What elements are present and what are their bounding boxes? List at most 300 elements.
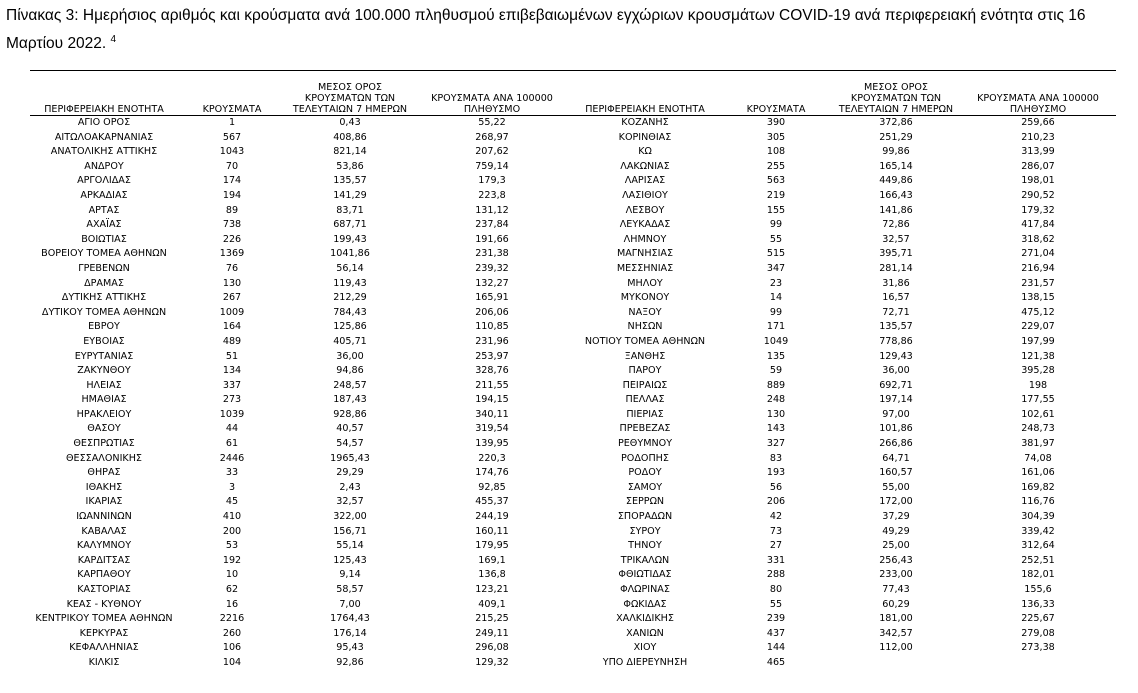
cell-per100k: 381,97 [1021, 438, 1055, 450]
cell-region: ΔΥΤΙΚΗΣ ΑΤΤΙΚΗΣ [61, 292, 147, 304]
cell-avg7: 141,29 [333, 189, 367, 201]
cell-cases: 337 [222, 379, 242, 391]
cell-avg7: 95,43 [336, 642, 364, 654]
cell-cases: 130 [766, 408, 786, 420]
cell-cases: 23 [769, 277, 783, 289]
cell-avg7: 29,29 [336, 467, 364, 479]
cell-cases: 1009 [219, 306, 245, 318]
cell-cases: 567 [222, 131, 242, 143]
cell-region: ΕΥΒΟΙΑΣ [83, 335, 125, 347]
cell-per100k: 182,01 [1021, 569, 1055, 581]
cell-region: ΕΥΡΥΤΑΝΙΑΣ [74, 350, 134, 362]
cell-per100k: 74,08 [1024, 452, 1052, 464]
cell-region: ΠΙΕΡΙΑΣ [626, 408, 664, 420]
cell-avg7: 692,71 [879, 379, 913, 391]
cell-region: ΦΛΩΡΙΝΑΣ [620, 584, 670, 595]
cell-region: ΚΑΒΑΛΑΣ [81, 525, 127, 537]
table-row [30, 510, 1116, 525]
cell-avg7: 25,00 [882, 540, 910, 552]
cell-cases: 1039 [219, 408, 245, 420]
cell-per100k: 296,08 [475, 642, 509, 654]
cell-cases: 61 [225, 438, 239, 450]
cell-avg7: 1041,86 [330, 248, 370, 260]
cell-avg7: 54,57 [336, 438, 364, 450]
cell-cases: 99 [769, 306, 783, 318]
cell-cases: 106 [222, 642, 242, 654]
cell-region: ΥΠΟ ΔΙΕΡΕΥΝΗΣΗ [602, 656, 688, 668]
table-row [30, 554, 1116, 569]
table-row [30, 481, 1116, 496]
cell-per100k: 237,84 [475, 219, 509, 231]
table-row [30, 393, 1116, 408]
cell-region: ΚΕΝΤΡΙΚΟΥ ΤΟΜΕΑ ΑΘΗΝΩΝ [35, 613, 173, 625]
cell-cases: 55 [769, 598, 783, 610]
cell-avg7: 125,86 [333, 321, 367, 333]
cell-per100k: 211,55 [475, 379, 509, 391]
cell-cases: 515 [766, 248, 786, 260]
cell-region: ΡΟΔΟΠΗΣ [621, 452, 669, 464]
table-row [30, 189, 1116, 204]
footnote-marker: 4 [110, 34, 117, 45]
cell-region: ΔΡΑΜΑΣ [84, 277, 124, 289]
cell-cases: 2446 [219, 452, 245, 464]
cell-region: ΡΕΘΥΜΝΟΥ [617, 438, 673, 450]
cell-per100k: 759,14 [475, 160, 509, 172]
table-row [30, 218, 1116, 233]
cell-per100k: 259,66 [1021, 117, 1055, 128]
cell-avg7: 199,43 [333, 233, 367, 245]
table-row [30, 612, 1116, 627]
cell-cases: 489 [222, 335, 242, 347]
cell-avg7: 212,29 [333, 292, 367, 304]
cell-per100k: 131,12 [475, 204, 509, 216]
cell-avg7: 322,00 [333, 511, 367, 523]
cell-cases: 56 [769, 481, 783, 493]
cell-cases: 219 [766, 189, 786, 201]
cell-region: ΙΘΑΚΗΣ [85, 481, 123, 493]
cell-per100k: 155,6 [1024, 584, 1052, 595]
cell-region: ΚΟΖΑΝΗΣ [621, 117, 669, 128]
cell-per100k: 229,07 [1021, 321, 1055, 333]
cell-avg7: 7,00 [339, 598, 361, 610]
table-row [30, 598, 1116, 613]
cell-cases: 889 [766, 379, 786, 391]
cell-per100k: 249,11 [475, 627, 509, 639]
cell-cases: 164 [222, 321, 242, 333]
cell-region: ΚΑΛΥΜΝΟΥ [76, 540, 132, 552]
cell-cases: 255 [766, 160, 786, 172]
table-row [30, 452, 1116, 467]
cell-region: ΝΑΞΟΥ [628, 306, 662, 318]
cell-cases: 135 [766, 350, 786, 362]
cell-cases: 267 [222, 292, 242, 304]
cell-cases: 83 [769, 452, 783, 464]
cell-cases: 465 [766, 656, 786, 668]
cell-region: ΚΙΛΚΙΣ [88, 656, 120, 668]
cell-cases: 260 [222, 627, 242, 639]
cell-per100k: 123,21 [475, 584, 509, 595]
cell-per100k: 225,67 [1021, 613, 1055, 625]
cell-cases: 33 [225, 467, 239, 479]
cell-cases: 192 [222, 554, 242, 566]
cell-cases: 239 [766, 613, 786, 625]
cell-per100k: 253,97 [475, 350, 509, 362]
cell-avg7: 9,14 [339, 569, 361, 581]
cell-region: ΛΗΜΝΟΥ [623, 233, 667, 245]
table-row [30, 364, 1116, 379]
cell-avg7: 72,71 [882, 306, 910, 318]
cell-cases: 144 [766, 642, 786, 654]
cell-cases: 143 [766, 423, 786, 435]
cell-avg7: 125,43 [333, 554, 367, 566]
cell-region: ΚΩ [638, 146, 652, 158]
cell-per100k: 215,25 [475, 613, 509, 625]
cell-cases: 347 [766, 262, 786, 274]
cell-avg7: 172,00 [879, 496, 913, 508]
cell-avg7: 160,57 [879, 467, 913, 479]
cell-region: ΤΗΝΟΥ [628, 540, 662, 552]
cell-cases: 53 [225, 540, 239, 552]
cell-avg7: 56,14 [336, 262, 364, 274]
cell-region: ΘΑΣΟΥ [87, 423, 121, 435]
cell-avg7: 372,86 [879, 117, 913, 128]
cell-per100k: 312,64 [1021, 540, 1055, 552]
cases-table [30, 70, 1116, 671]
table-row [30, 204, 1116, 219]
cell-region: ΛΑΚΩΝΙΑΣ [620, 160, 670, 172]
cell-per100k: 395,28 [1021, 365, 1055, 377]
cell-avg7: 405,71 [333, 335, 367, 347]
cell-region: ΑΧΑΪΑΣ [86, 219, 122, 231]
cell-region: ΚΑΡΔΙΤΣΑΣ [77, 554, 131, 566]
cell-per100k: 197,99 [1021, 335, 1055, 347]
cell-region: ΕΒΡΟΥ [88, 321, 120, 333]
cell-region: ΒΟΙΩΤΙΑΣ [81, 233, 127, 245]
cell-cases: 59 [769, 365, 783, 377]
cell-per100k: 174,76 [475, 467, 509, 479]
cell-per100k: 206,06 [475, 306, 509, 318]
cell-avg7: 1764,43 [330, 613, 370, 625]
cell-cases: 16 [225, 598, 239, 610]
cell-per100k: 273,38 [1021, 642, 1055, 654]
cell-per100k: 102,61 [1021, 408, 1055, 420]
cell-per100k: 409,1 [478, 598, 506, 610]
cell-cases: 1049 [763, 335, 789, 347]
header-region: ΠΕΡΙΦΕΡΕΙΑΚΗ ΕΝΟΤΗΤΑ [570, 71, 720, 116]
table-row [30, 466, 1116, 481]
cell-per100k: 139,95 [475, 438, 509, 450]
cell-avg7: 58,57 [336, 584, 364, 595]
cell-avg7: 166,43 [879, 189, 913, 201]
cell-per100k: 216,94 [1021, 262, 1055, 274]
cell-region: ΧΑΝΙΩΝ [626, 627, 664, 639]
cell-region: ΑΝΔΡΟΥ [84, 160, 124, 172]
cell-cases: 563 [766, 175, 786, 187]
table-row [30, 656, 1116, 671]
cell-avg7: 40,57 [336, 423, 364, 435]
cell-avg7: 176,14 [333, 627, 367, 639]
cell-region: ΛΕΣΒΟΥ [625, 204, 665, 216]
table-row [30, 262, 1116, 277]
header-cases: ΚΡΟΥΣΜΑΤΑ [720, 71, 832, 116]
cell-per100k: 129,32 [475, 656, 509, 668]
cell-region: ΝΗΣΩΝ [627, 321, 663, 333]
cell-cases: 2216 [219, 613, 245, 625]
table-row [30, 437, 1116, 452]
table-row [30, 568, 1116, 583]
cell-avg7: 83,71 [336, 204, 364, 216]
cell-per100k: 198 [1028, 379, 1048, 391]
cell-per100k: 417,84 [1021, 219, 1055, 231]
cell-per100k: 161,06 [1021, 467, 1055, 479]
cell-avg7: 94,86 [336, 365, 364, 377]
cell-region: ΗΡΑΚΛΕΙΟΥ [76, 408, 132, 420]
cell-region: ΑΡΓΟΛΙΔΑΣ [77, 175, 131, 187]
table-row [30, 174, 1116, 189]
cell-region: ΧΙΟΥ [633, 642, 657, 654]
cell-per100k [960, 656, 1116, 671]
cell-cases: 1 [228, 117, 236, 128]
cell-avg7: 16,57 [882, 292, 910, 304]
cell-region: ΗΛΕΙΑΣ [86, 379, 122, 391]
cell-avg7: 72,86 [882, 219, 910, 231]
cell-per100k: 179,95 [475, 540, 509, 552]
cell-region: ΡΟΔΟΥ [628, 467, 662, 479]
table-row [30, 145, 1116, 160]
cell-cases: 80 [769, 584, 783, 595]
cell-region: ΣΥΡΟΥ [629, 525, 661, 537]
cell-avg7: 55,14 [336, 540, 364, 552]
cell-per100k: 455,37 [475, 496, 509, 508]
cell-region: ΠΕΙΡΑΙΩΣ [622, 379, 668, 391]
cell-region: ΖΑΚΥΝΘΟΥ [77, 365, 131, 377]
cell-cases: 288 [766, 569, 786, 581]
cell-cases: 108 [766, 146, 786, 158]
table-row [30, 422, 1116, 437]
cell-avg7 [832, 656, 960, 671]
cell-cases: 130 [222, 277, 242, 289]
cell-per100k: 248,73 [1021, 423, 1055, 435]
header-avg7: ΜΕΣΟΣ ΟΡΟΣ ΚΡΟΥΣΜΑΤΩΝ ΤΩΝ ΤΕΛΕΥΤΑΙΩΝ 7 ΗΜΕΡΩΝ [286, 71, 414, 116]
cell-per100k: 318,62 [1021, 233, 1055, 245]
cell-avg7: 251,29 [879, 131, 913, 143]
table-row [30, 583, 1116, 598]
table-body [30, 116, 1116, 671]
cell-avg7: 36,00 [882, 365, 910, 377]
cell-per100k: 279,08 [1021, 627, 1055, 639]
cell-per100k: 179,3 [478, 175, 506, 187]
cell-cases: 1043 [219, 146, 245, 158]
cell-avg7: 135,57 [333, 175, 367, 187]
cell-cases: 194 [222, 189, 242, 201]
cell-region: ΚΑΣΤΟΡΙΑΣ [77, 584, 131, 595]
cell-per100k: 177,55 [1021, 394, 1055, 406]
cell-avg7: 64,71 [882, 452, 910, 464]
cell-cases: 99 [769, 219, 783, 231]
cell-avg7: 784,43 [333, 306, 367, 318]
cell-cases: 55 [769, 233, 783, 245]
cell-region: ΣΑΜΟΥ [627, 481, 663, 493]
cell-per100k: 319,54 [475, 423, 509, 435]
table-row [30, 160, 1116, 175]
cell-cases: 104 [222, 656, 242, 668]
cell-cases: 27 [769, 540, 783, 552]
table-row [30, 320, 1116, 335]
cell-avg7: 928,86 [333, 408, 367, 420]
cell-per100k: 198,01 [1021, 175, 1055, 187]
cell-avg7: 60,29 [882, 598, 910, 610]
cell-per100k: 313,99 [1021, 146, 1055, 158]
table-row [30, 379, 1116, 394]
cell-cases: 45 [225, 496, 239, 508]
cell-avg7: 197,14 [879, 394, 913, 406]
cell-per100k: 340,11 [475, 408, 509, 420]
cell-region: ΚΕΑΣ - ΚΥΘΝΟΥ [66, 598, 142, 610]
cell-region: ΒΟΡΕΙΟΥ ΤΟΜΕΑ ΑΘΗΝΩΝ [41, 248, 167, 260]
cell-cases: 437 [766, 627, 786, 639]
table-row [30, 539, 1116, 554]
cell-region: ΧΑΛΚΙΔΙΚΗΣ [616, 613, 674, 625]
cell-cases: 248 [766, 394, 786, 406]
cell-per100k: 194,15 [475, 394, 509, 406]
cell-avg7: 687,71 [333, 219, 367, 231]
table-row [30, 495, 1116, 510]
cell-region: ΚΕΦΑΛΛΗΝΙΑΣ [69, 642, 139, 654]
cell-avg7: 281,14 [879, 262, 913, 274]
cell-avg7: 31,86 [882, 277, 910, 289]
cell-region: ΑΡΤΑΣ [88, 204, 120, 216]
cell-cases: 171 [766, 321, 786, 333]
cell-avg7: 266,86 [879, 438, 913, 450]
cell-avg7: 97,00 [882, 408, 910, 420]
cell-cases: 134 [222, 365, 242, 377]
cell-per100k: 55,22 [478, 117, 506, 128]
cell-per100k: 231,38 [475, 248, 509, 260]
cell-avg7: 36,00 [336, 350, 364, 362]
table-row [30, 641, 1116, 656]
cell-avg7: 129,43 [879, 350, 913, 362]
cell-region: ΠΡΕΒΕΖΑΣ [619, 423, 671, 435]
cell-region: ΦΘΙΩΤΙΔΑΣ [618, 569, 672, 581]
cell-region: ΙΚΑΡΙΑΣ [85, 496, 123, 508]
cell-cases: 390 [766, 117, 786, 128]
cell-avg7: 37,29 [882, 511, 910, 523]
cell-per100k: 169,1 [478, 554, 506, 566]
cell-cases: 327 [766, 438, 786, 450]
table-row [30, 277, 1116, 292]
cell-avg7: 187,43 [333, 394, 367, 406]
cell-avg7: 156,71 [333, 525, 367, 537]
header-avg7: ΜΕΣΟΣ ΟΡΟΣ ΚΡΟΥΣΜΑΤΩΝ ΤΩΝ ΤΕΛΕΥΤΑΙΩΝ 7 ΗΜΕΡΩΝ [832, 71, 960, 116]
cell-region: ΦΩΚΙΔΑΣ [623, 598, 667, 610]
cell-per100k: 220,3 [478, 452, 506, 464]
cell-avg7: 233,00 [879, 569, 913, 581]
cell-per100k: 92,85 [478, 481, 506, 493]
cell-cases: 226 [222, 233, 242, 245]
cell-avg7: 92,86 [336, 656, 364, 668]
table-row [30, 408, 1116, 423]
table-row [30, 247, 1116, 262]
cell-region: ΠΕΛΛΑΣ [625, 394, 665, 406]
cell-cases: 51 [225, 350, 239, 362]
cell-region: ΠΑΡΟΥ [628, 365, 662, 377]
cell-avg7: 55,00 [882, 481, 910, 493]
cell-cases: 206 [766, 496, 786, 508]
cell-cases: 3 [228, 481, 236, 493]
table-caption [6, 4, 1136, 56]
table-row [30, 350, 1116, 365]
caption-text: Πίνακας 3: Ημερήσιος αριθμός και κρούσματα ανά 100.000 πληθυσμού επιβεβαιωμένων εγχώριων κρουσμάτων COVID-19 ανά περιφερειακή ενότητα στις 16 Μαρτίου 2022. [6, 7, 1086, 53]
cell-region: ΘΕΣΠΡΩΤΙΑΣ [73, 438, 135, 450]
cell-avg7: 0,43 [339, 117, 361, 128]
cell-per100k: 207,62 [475, 146, 509, 158]
cell-cases: 273 [222, 394, 242, 406]
cell-cases: 305 [766, 131, 786, 143]
cell-cases: 44 [225, 423, 239, 435]
cell-region: ΓΡΕΒΕΝΩΝ [78, 262, 130, 274]
cell-per100k: 268,97 [475, 131, 509, 143]
header-per100k: ΚΡΟΥΣΜΑΤΑ ΑΝΑ 100000 ΠΛΗΘΥΣΜΟ [414, 71, 570, 116]
cell-avg7: 101,86 [879, 423, 913, 435]
cell-per100k: 121,38 [1021, 350, 1055, 362]
cell-avg7: 821,14 [333, 146, 367, 158]
cell-region: ΑΡΚΑΔΙΑΣ [80, 189, 128, 201]
cell-per100k: 286,07 [1021, 160, 1055, 172]
cell-avg7: 99,86 [882, 146, 910, 158]
cell-region: ΙΩΑΝΝΙΝΩΝ [76, 511, 132, 523]
table-row [30, 116, 1116, 131]
cell-region: ΚΑΡΠΑΘΟΥ [77, 569, 131, 581]
cell-cases: 73 [769, 525, 783, 537]
cell-per100k: 304,39 [1021, 511, 1055, 523]
cell-avg7: 395,71 [879, 248, 913, 260]
cell-region: ΑΝΑΤΟΛΙΚΗΣ ΑΤΤΙΚΗΣ [50, 146, 158, 158]
cell-avg7: 342,57 [879, 627, 913, 639]
cell-per100k: 244,19 [475, 511, 509, 523]
cell-avg7: 112,00 [879, 642, 913, 654]
cell-per100k: 239,32 [475, 262, 509, 274]
cell-avg7: 53,86 [336, 160, 364, 172]
cell-per100k: 231,96 [475, 335, 509, 347]
cell-avg7: 248,57 [333, 379, 367, 391]
cell-region: ΘΕΣΣΑΛΟΝΙΚΗΣ [66, 452, 142, 464]
cell-per100k: 179,32 [1021, 204, 1055, 216]
cell-region: ΣΕΡΡΩΝ [625, 496, 665, 508]
cell-per100k: 271,04 [1021, 248, 1055, 260]
cell-cases: 62 [225, 584, 239, 595]
cell-region: ΜΗΛΟΥ [627, 277, 663, 289]
cell-avg7: 49,29 [882, 525, 910, 537]
cell-cases: 89 [225, 204, 239, 216]
table-row [30, 627, 1116, 642]
cell-avg7: 165,14 [879, 160, 913, 172]
cell-region: ΚΟΡΙΝΘΙΑΣ [618, 131, 672, 143]
cell-region: ΣΠΟΡΑΔΩΝ [617, 511, 673, 523]
cell-avg7: 2,43 [339, 481, 361, 493]
cell-cases: 193 [766, 467, 786, 479]
cell-region: ΘΗΡΑΣ [87, 467, 121, 479]
header-row [30, 71, 1116, 116]
cell-cases: 76 [225, 262, 239, 274]
table-row [30, 291, 1116, 306]
cell-cases: 70 [225, 160, 239, 172]
header-per100k: ΚΡΟΥΣΜΑΤΑ ΑΝΑ 100000 ΠΛΗΘΥΣΜΟ [960, 71, 1116, 116]
cell-per100k: 160,11 [475, 525, 509, 537]
cell-per100k: 223,8 [478, 189, 506, 201]
cell-per100k: 475,12 [1021, 306, 1055, 318]
cell-avg7: 141,86 [879, 204, 913, 216]
cell-region: ΜΑΓΝΗΣΙΑΣ [616, 248, 674, 260]
